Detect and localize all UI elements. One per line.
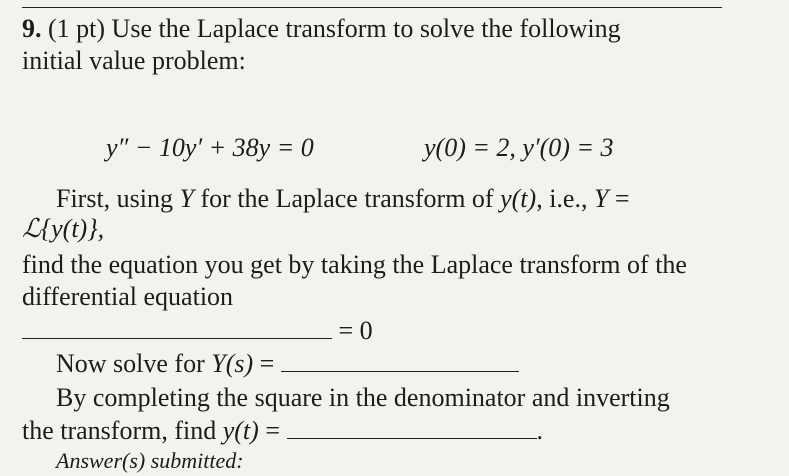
part3-line1: By completing the square in the denominator and inverting xyxy=(56,383,670,412)
laplace-equation-row xyxy=(22,316,373,346)
part1-text-f: Y xyxy=(593,184,609,213)
part1-text-e: , i.e., xyxy=(536,184,594,213)
laplace-equation-input[interactable] xyxy=(22,318,332,339)
problem-points: (1 pt) xyxy=(48,14,106,43)
problem-header xyxy=(22,14,621,44)
answers-submitted-label: Answer(s) submitted: xyxy=(56,448,244,473)
part2-text-a: Now solve for xyxy=(56,349,212,378)
part2-text-c: = xyxy=(253,349,275,378)
part3-text-b: y(t) xyxy=(222,416,259,445)
initial-conditions: y(0) = 2, y′(0) = 3 xyxy=(424,133,614,162)
part2-text-b: Y(s) xyxy=(211,349,254,378)
equals-zero: = 0 xyxy=(338,316,373,345)
part2-row xyxy=(56,349,519,379)
problem-intro-line2: initial value problem: xyxy=(22,46,246,75)
part3-period: . xyxy=(536,416,543,445)
top-divider xyxy=(22,7,722,8)
part1-line4: differential equation xyxy=(22,282,234,311)
yt-input[interactable] xyxy=(287,418,537,439)
part1-text-b: Y xyxy=(179,184,194,213)
part1-text-g: = xyxy=(608,184,630,213)
part1-text-a: First, using xyxy=(56,184,180,213)
part1-line1 xyxy=(56,184,630,214)
problem-intro-line1: Use the Laplace transform to solve the following xyxy=(111,14,621,43)
part1-line3: find the equation you get by taking the Laplace transform of the xyxy=(22,250,687,279)
Ys-input[interactable] xyxy=(281,351,519,372)
ode-equation: y″ − 10y′ + 38y = 0 xyxy=(106,133,314,162)
part3-line2 xyxy=(22,416,543,446)
part1-text-d: y(t) xyxy=(500,184,537,213)
problem-number: 9. xyxy=(22,14,42,43)
part3-text-a: the transform, find xyxy=(22,416,223,445)
part1-line2: ℒ{y(t)}, xyxy=(22,214,105,243)
part3-text-c: = xyxy=(258,416,280,445)
part1-text-c: for the Laplace transform of xyxy=(194,184,501,213)
